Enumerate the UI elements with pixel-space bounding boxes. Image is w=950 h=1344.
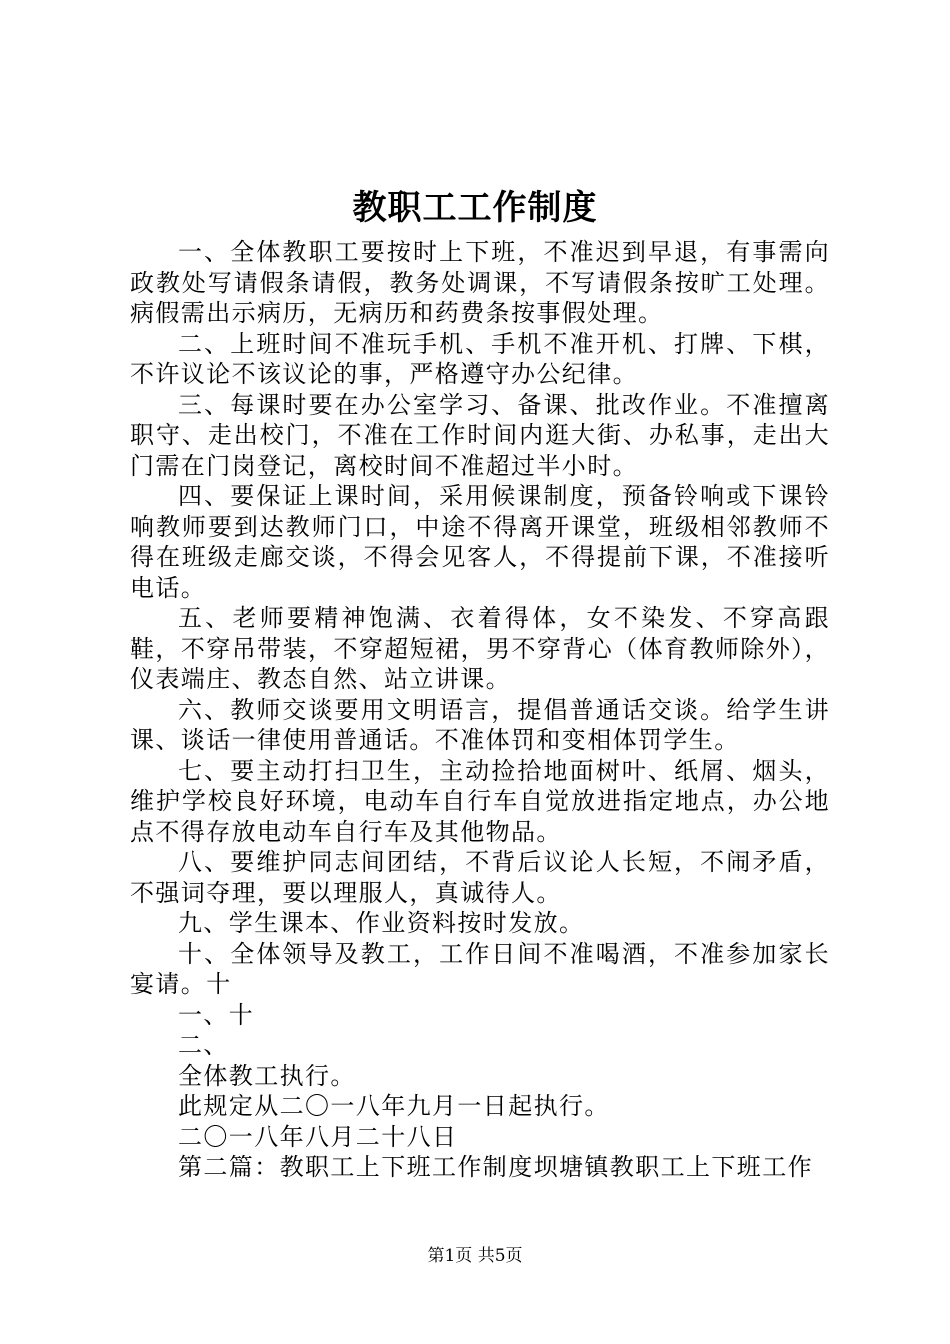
document-body bbox=[130, 237, 830, 1183]
paragraph-rule-3: 三、每课时要在办公室学习、备课、批改作业。不准擅离职守、走出校门，不准在工作时间内逛大街、办私事，走出大门需在门岗登记，离校时间不准超过半小时。 bbox=[130, 390, 830, 480]
document-title: 教职工工作制度 bbox=[352, 188, 598, 228]
paragraph-rule-10: 十、全体领导及教工，工作日间不准喝酒，不准参加家长宴请。十 bbox=[130, 939, 830, 998]
paragraph-rule-8: 八、要维护同志间团结，不背后议论人长短，不闹矛盾，不强词夺理，要以理服人，真诚待人。 bbox=[130, 848, 830, 907]
paragraph-rule-2: 二、上班时间不准玩手机、手机不准开机、打牌、下棋，不许议论不该议论的事，严格遵守办公纪律。 bbox=[130, 329, 830, 388]
paragraph-rule-1: 一、全体教职工要按时上下班，不准迟到早退，有事需向政教处写请假条请假，教务处调课，不写请假条按旷工处理。病假需出示病历，无病历和药费条按事假处理。 bbox=[130, 238, 830, 327]
paragraph-effective-date: 此规定从二〇一八年九月一日起执行。 bbox=[178, 1092, 610, 1120]
paragraph-rule-12: 二、 bbox=[178, 1031, 229, 1059]
paragraph-rule-7: 七、要主动打扫卫生，主动捡拾地面树叶、纸屑、烟头，维护学校良好环境，电动车自行车自觉放进指定地点，办公地点不得存放电动车自行车及其他物品。 bbox=[130, 756, 830, 846]
paragraph-rule-6: 六、教师交谈要用文明语言，提倡普通话交谈。给学生讲课、谈话一律使用普通话。不准体罚和变相体罚学生。 bbox=[130, 695, 830, 754]
paragraph-rule-9: 九、学生课本、作业资料按时发放。 bbox=[178, 909, 585, 937]
paragraph-rule-4: 四、要保证上课时间，采用候课制度，预备铃响或下课铃响教师要到达教师门口，中途不得离开课堂，班级相邻教师不得在班级走廊交谈，不得会见客人，不得提前下课，不准接听电话。 bbox=[130, 482, 830, 602]
paragraph-rule-5: 五、老师要精神饱满、衣着得体，女不染发、不穿高跟鞋，不穿吊带装，不穿超短裙，男不穿背心（体育教师除外），仪表端庄、教态自然、站立讲课。 bbox=[130, 604, 830, 693]
paragraph-rule-11: 一、十 bbox=[178, 1000, 255, 1029]
page-number: 第1页 共5页 bbox=[427, 1246, 523, 1266]
paragraph-second-article-heading: 第二篇：教职工上下班工作制度坝塘镇教职工上下班工作 bbox=[178, 1153, 813, 1181]
paragraph-issue-date: 二〇一八年八月二十八日 bbox=[178, 1122, 458, 1151]
paragraph-scope: 全体教工执行。 bbox=[178, 1061, 356, 1090]
